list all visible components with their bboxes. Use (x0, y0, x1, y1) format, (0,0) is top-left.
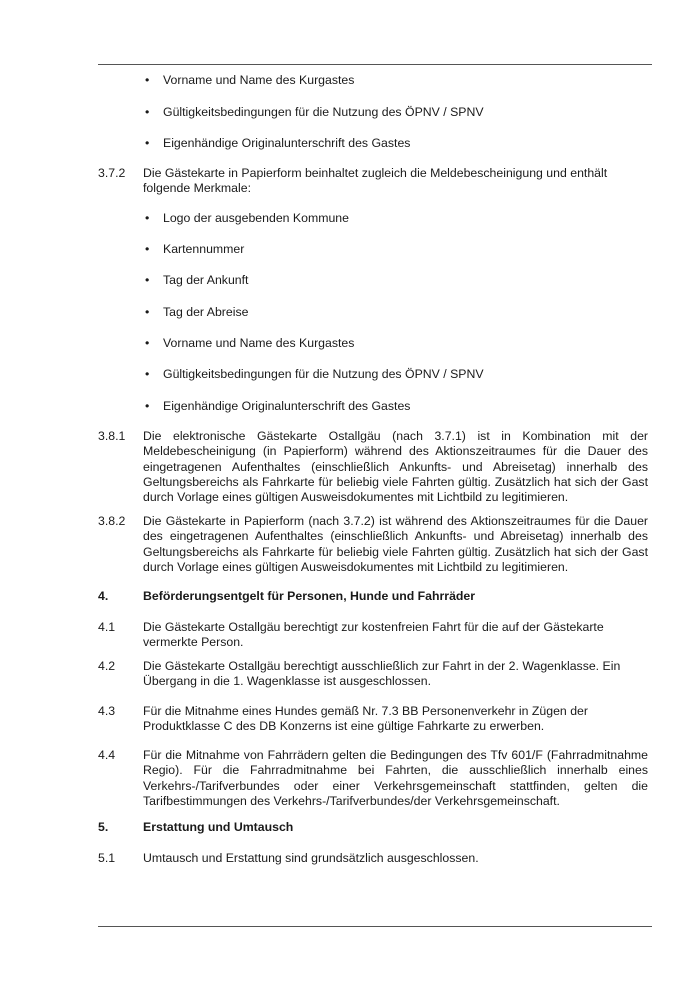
heading-number: 4. (98, 589, 109, 603)
section-number: 4.1 (98, 620, 116, 634)
heading-number: 5. (98, 820, 109, 834)
footer-rule (98, 926, 652, 927)
list-item-text: Vorname und Name des Kurgastes (163, 336, 355, 350)
section-text: Die Gästekarte in Papierform beinhaltet zugleich die Meldebescheinigung und enthält folgende Merkmale: (143, 166, 608, 196)
section-text: Umtausch und Erstattung sind grundsätzlich ausgeschlossen. (143, 851, 479, 865)
list-item-text: Vorname und Name des Kurgastes (163, 73, 355, 87)
section-number: 5.1 (98, 851, 116, 865)
section-text: Für die Mitnahme von Fahrrädern gelten die Bedingungen des Tfv 601/F (Fahrradmitnahme Regio). Für die Fahrradmitnahme bei Fahrten, die ausschließlich innerhalb eines Verkehrs-/Tarifverbundes oder einer Verkehrsgemeinschaft stattfinden, gelten die Tarifbestimmungen des Verkehrs-/Tarifverbundes/der Verkehrsgemeinschaft. (143, 748, 648, 808)
bullet-icon: • (145, 211, 150, 225)
bullet-icon: • (145, 273, 150, 287)
list-item-text: Gültigkeitsbedingungen für die Nutzung des ÖPNV / SPNV (163, 367, 484, 381)
bullet-icon: • (145, 399, 150, 413)
bullet-icon: • (145, 136, 150, 150)
heading-text: Erstattung und Umtausch (143, 820, 294, 834)
section-text: Die Gästekarte Ostallgäu berechtigt ausschließlich zur Fahrt in der 2. Wagenklasse. Ein Übergang in die 1. Wagenklasse ist ausgeschlossen. (143, 659, 621, 689)
bullet-icon: • (145, 336, 150, 350)
section-number: 3.8.2 (98, 514, 126, 528)
list-item-text: Tag der Ankunft (163, 273, 249, 287)
bullet-icon: • (145, 73, 150, 87)
list-item-text: Eigenhändige Originalunterschrift des Gastes (163, 399, 411, 413)
section-number: 3.7.2 (98, 166, 126, 180)
section-text: Die Gästekarte Ostallgäu berechtigt zur kostenfreien Fahrt für die auf der Gästekarte vermerkte Person. (143, 620, 604, 650)
section-number: 4.2 (98, 659, 116, 673)
bullet-icon: • (145, 305, 150, 319)
section-text: Die elektronische Gästekarte Ostallgäu (nach 3.7.1) ist in Kombination mit der Meldebescheinigung (in Papierform) während des Aktionszeitraumes für die Dauer des eingetragenen Aufenthaltes (einschließlich Ankunfts- und Abreisetag) innerhalb des Geltungsbereichs als Fahrkarte für beliebig viele Fahrten gültig. Zusätzlich hat sich der Gast durch Vorlage eines gültigen Ausweisdokumentes mit Lichtbild zu legitimieren. (143, 429, 648, 505)
section-number: 4.3 (98, 704, 116, 718)
list-item-text: Gültigkeitsbedingungen für die Nutzung des ÖPNV / SPNV (163, 105, 484, 119)
heading-text: Beförderungsentgelt für Personen, Hunde und Fahrräder (143, 589, 476, 603)
list-item-text: Tag der Abreise (163, 305, 249, 319)
list-item-text: Kartennummer (163, 242, 245, 256)
section-text: Die Gästekarte in Papierform (nach 3.7.2) ist während des Aktionszeitraumes für die Dauer des eingetragenen Aufenthaltes (einschließlich Ankunfts- und Abreisetag) innerhalb des Geltungsbereichs als Fahrkarte für beliebig viele Fahrten gültig. Zusätzlich hat sich der Gast durch Vorlage eines gültigen Ausweisdokumentes mit Lichtbild zu legitimieren. (143, 514, 648, 574)
section-number: 3.8.1 (98, 429, 126, 443)
bullet-icon: • (145, 105, 150, 119)
list-item-text: Eigenhändige Originalunterschrift des Gastes (163, 136, 411, 150)
list-item-text: Logo der ausgebenden Kommune (163, 211, 349, 225)
bullet-icon: • (145, 367, 150, 381)
section-text: Für die Mitnahme eines Hundes gemäß Nr. 7.3 BB Personenverkehr in Zügen der Produktklasse C des DB Konzerns ist eine gültige Fahrkarte zu erwerben. (143, 704, 588, 734)
section-number: 4.4 (98, 748, 116, 762)
bullet-icon: • (145, 242, 150, 256)
header-rule (98, 64, 652, 65)
